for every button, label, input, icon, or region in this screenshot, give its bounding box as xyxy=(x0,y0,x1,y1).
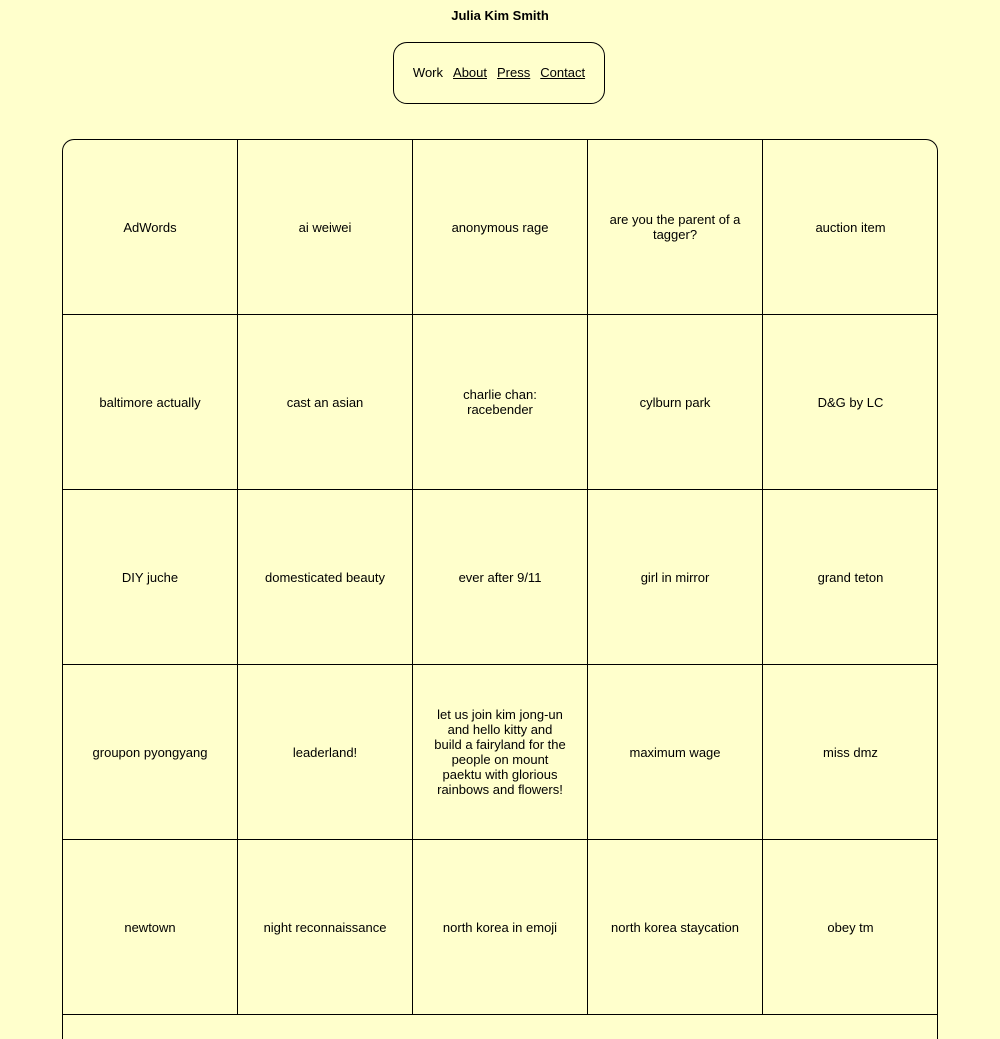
project-grid xyxy=(62,139,938,1039)
project-tile[interactable]: cast an asian xyxy=(238,315,413,490)
nav-item-work: Work xyxy=(412,65,444,80)
nav-link-about[interactable]: About xyxy=(453,65,488,80)
project-tile[interactable]: domesticated beauty xyxy=(238,490,413,665)
project-tile[interactable]: DIY juche xyxy=(63,490,238,665)
project-tile[interactable]: ai weiwei xyxy=(238,140,413,315)
project-tile[interactable]: auction item xyxy=(763,140,938,315)
project-tile[interactable]: AdWords xyxy=(63,140,238,315)
project-tile[interactable]: are you the parent of a tagger? xyxy=(588,140,763,315)
main-nav xyxy=(393,42,605,104)
project-tile[interactable]: charlie chan: racebender xyxy=(413,315,588,490)
site-title: Julia Kim Smith xyxy=(451,8,549,23)
project-tile[interactable]: ever after 9/11 xyxy=(413,490,588,665)
project-tile[interactable]: north korea in emoji xyxy=(413,840,588,1015)
nav-link-press[interactable]: Press xyxy=(497,65,531,80)
project-tile[interactable]: obey tm xyxy=(763,840,938,1015)
project-tile[interactable]: north korea staycation xyxy=(588,840,763,1015)
project-tile[interactable]: grand teton xyxy=(763,490,938,665)
project-tile[interactable]: anonymous rage xyxy=(413,140,588,315)
project-tile[interactable]: miss dmz xyxy=(763,665,938,840)
project-tile[interactable]: cylburn park xyxy=(588,315,763,490)
project-tile[interactable]: let us join kim jong-un and hello kitty and build a fairyland for the people on mount paektu with glorious rainbows and flowers! xyxy=(413,665,588,840)
project-tile[interactable]: maximum wage xyxy=(588,665,763,840)
project-tile[interactable]: baltimore actually xyxy=(63,315,238,490)
project-tile[interactable]: night reconnaissance xyxy=(238,840,413,1015)
nav-link-contact[interactable]: Contact xyxy=(540,65,586,80)
project-tile[interactable]: leaderland! xyxy=(238,665,413,840)
project-tile[interactable]: newtown xyxy=(63,840,238,1015)
project-tile[interactable]: girl in mirror xyxy=(588,490,763,665)
project-tile[interactable]: groupon pyongyang xyxy=(63,665,238,840)
project-tile[interactable]: D&G by LC xyxy=(763,315,938,490)
